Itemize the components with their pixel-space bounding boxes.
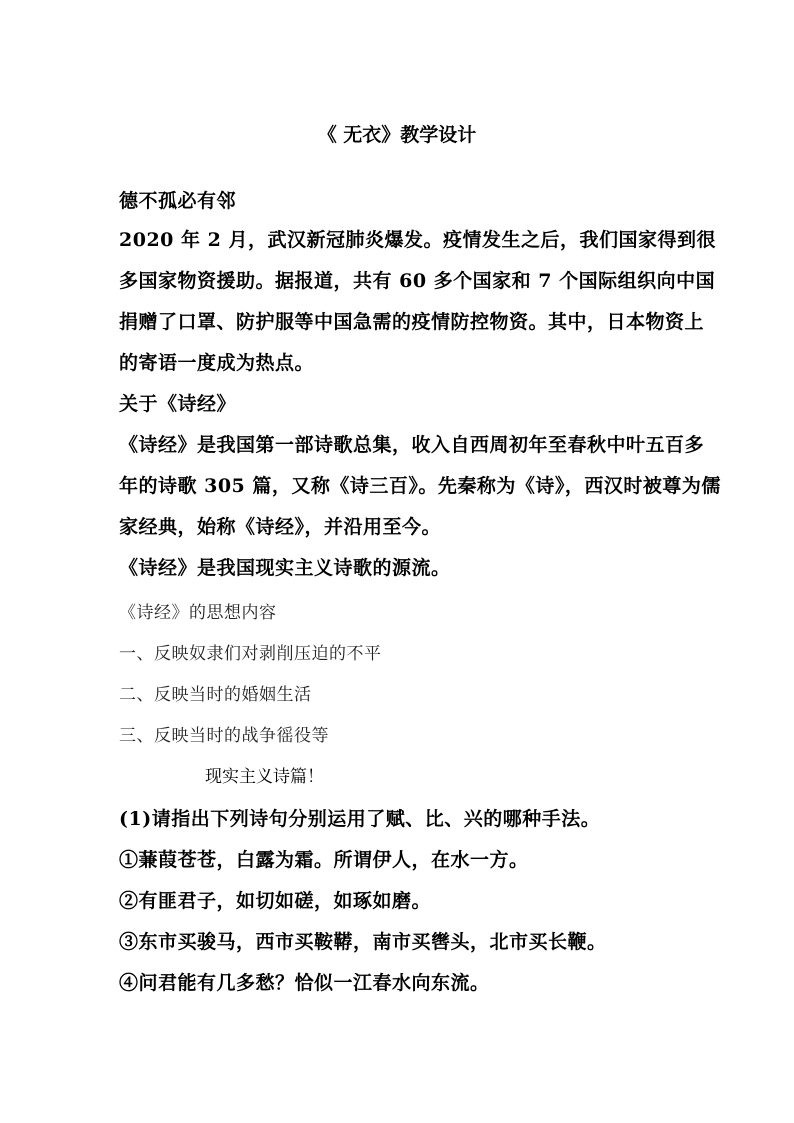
paragraph-line: 的寄语一度成为热点。 <box>119 352 315 374</box>
poem-item: ①蒹葭苍苍，白露为霜。所谓伊人，在水一方。 <box>119 849 529 871</box>
paragraph-line: 家经典，始称《诗经》，并沿用至今。 <box>119 516 442 538</box>
section-heading-shijing: 关于《诗经》 <box>119 393 237 415</box>
paragraph-line: 年的诗歌 305 篇，又称《诗三百》。先秦称为《诗》，西汉时被尊为儒 <box>119 475 721 497</box>
paragraph-line: 捐赠了口罩、防护服等中国急需的疫情防控物资。其中，日本物资上 <box>119 311 705 333</box>
list-item: 二、反映当时的婚姻生活 <box>119 685 312 705</box>
document-title: 《 无衣》教学设计 <box>317 124 477 146</box>
realism-note: 现实主义诗篇！ <box>205 767 324 787</box>
section-heading-content: 《诗经》的思想内容 <box>119 603 277 623</box>
list-item: 一、反映奴隶们对剥削压迫的不平 <box>119 644 382 664</box>
paragraph-line: 《诗经》是我国第一部诗歌总集，收入自西周初年至春秋中叶五百多 <box>119 434 705 456</box>
poem-item: ③东市买骏马，西市买鞍鞯，南市买辔头，北市买长鞭。 <box>119 931 607 953</box>
section-heading-neighbors: 德不孤必有邻 <box>119 190 237 212</box>
question-line: (1)请指出下列诗句分别运用了赋、比、兴的哪种手法。 <box>119 808 601 830</box>
list-item: 三、反映当时的战争徭役等 <box>119 726 329 746</box>
poem-item: ②有匪君子，如切如磋，如琢如磨。 <box>119 890 432 912</box>
statement-line: 《诗经》是我国现实主义诗歌的源流。 <box>119 557 451 579</box>
poem-item: ④问君能有几多愁？恰似一江春水向东流。 <box>119 972 490 994</box>
paragraph-line: 2020 年 2 月，武汉新冠肺炎爆发。疫情发生之后，我们国家得到很 <box>119 229 716 251</box>
paragraph-line: 多国家物资援助。据报道，共有 60 多个国家和 7 个国际组织向中国 <box>119 270 716 292</box>
